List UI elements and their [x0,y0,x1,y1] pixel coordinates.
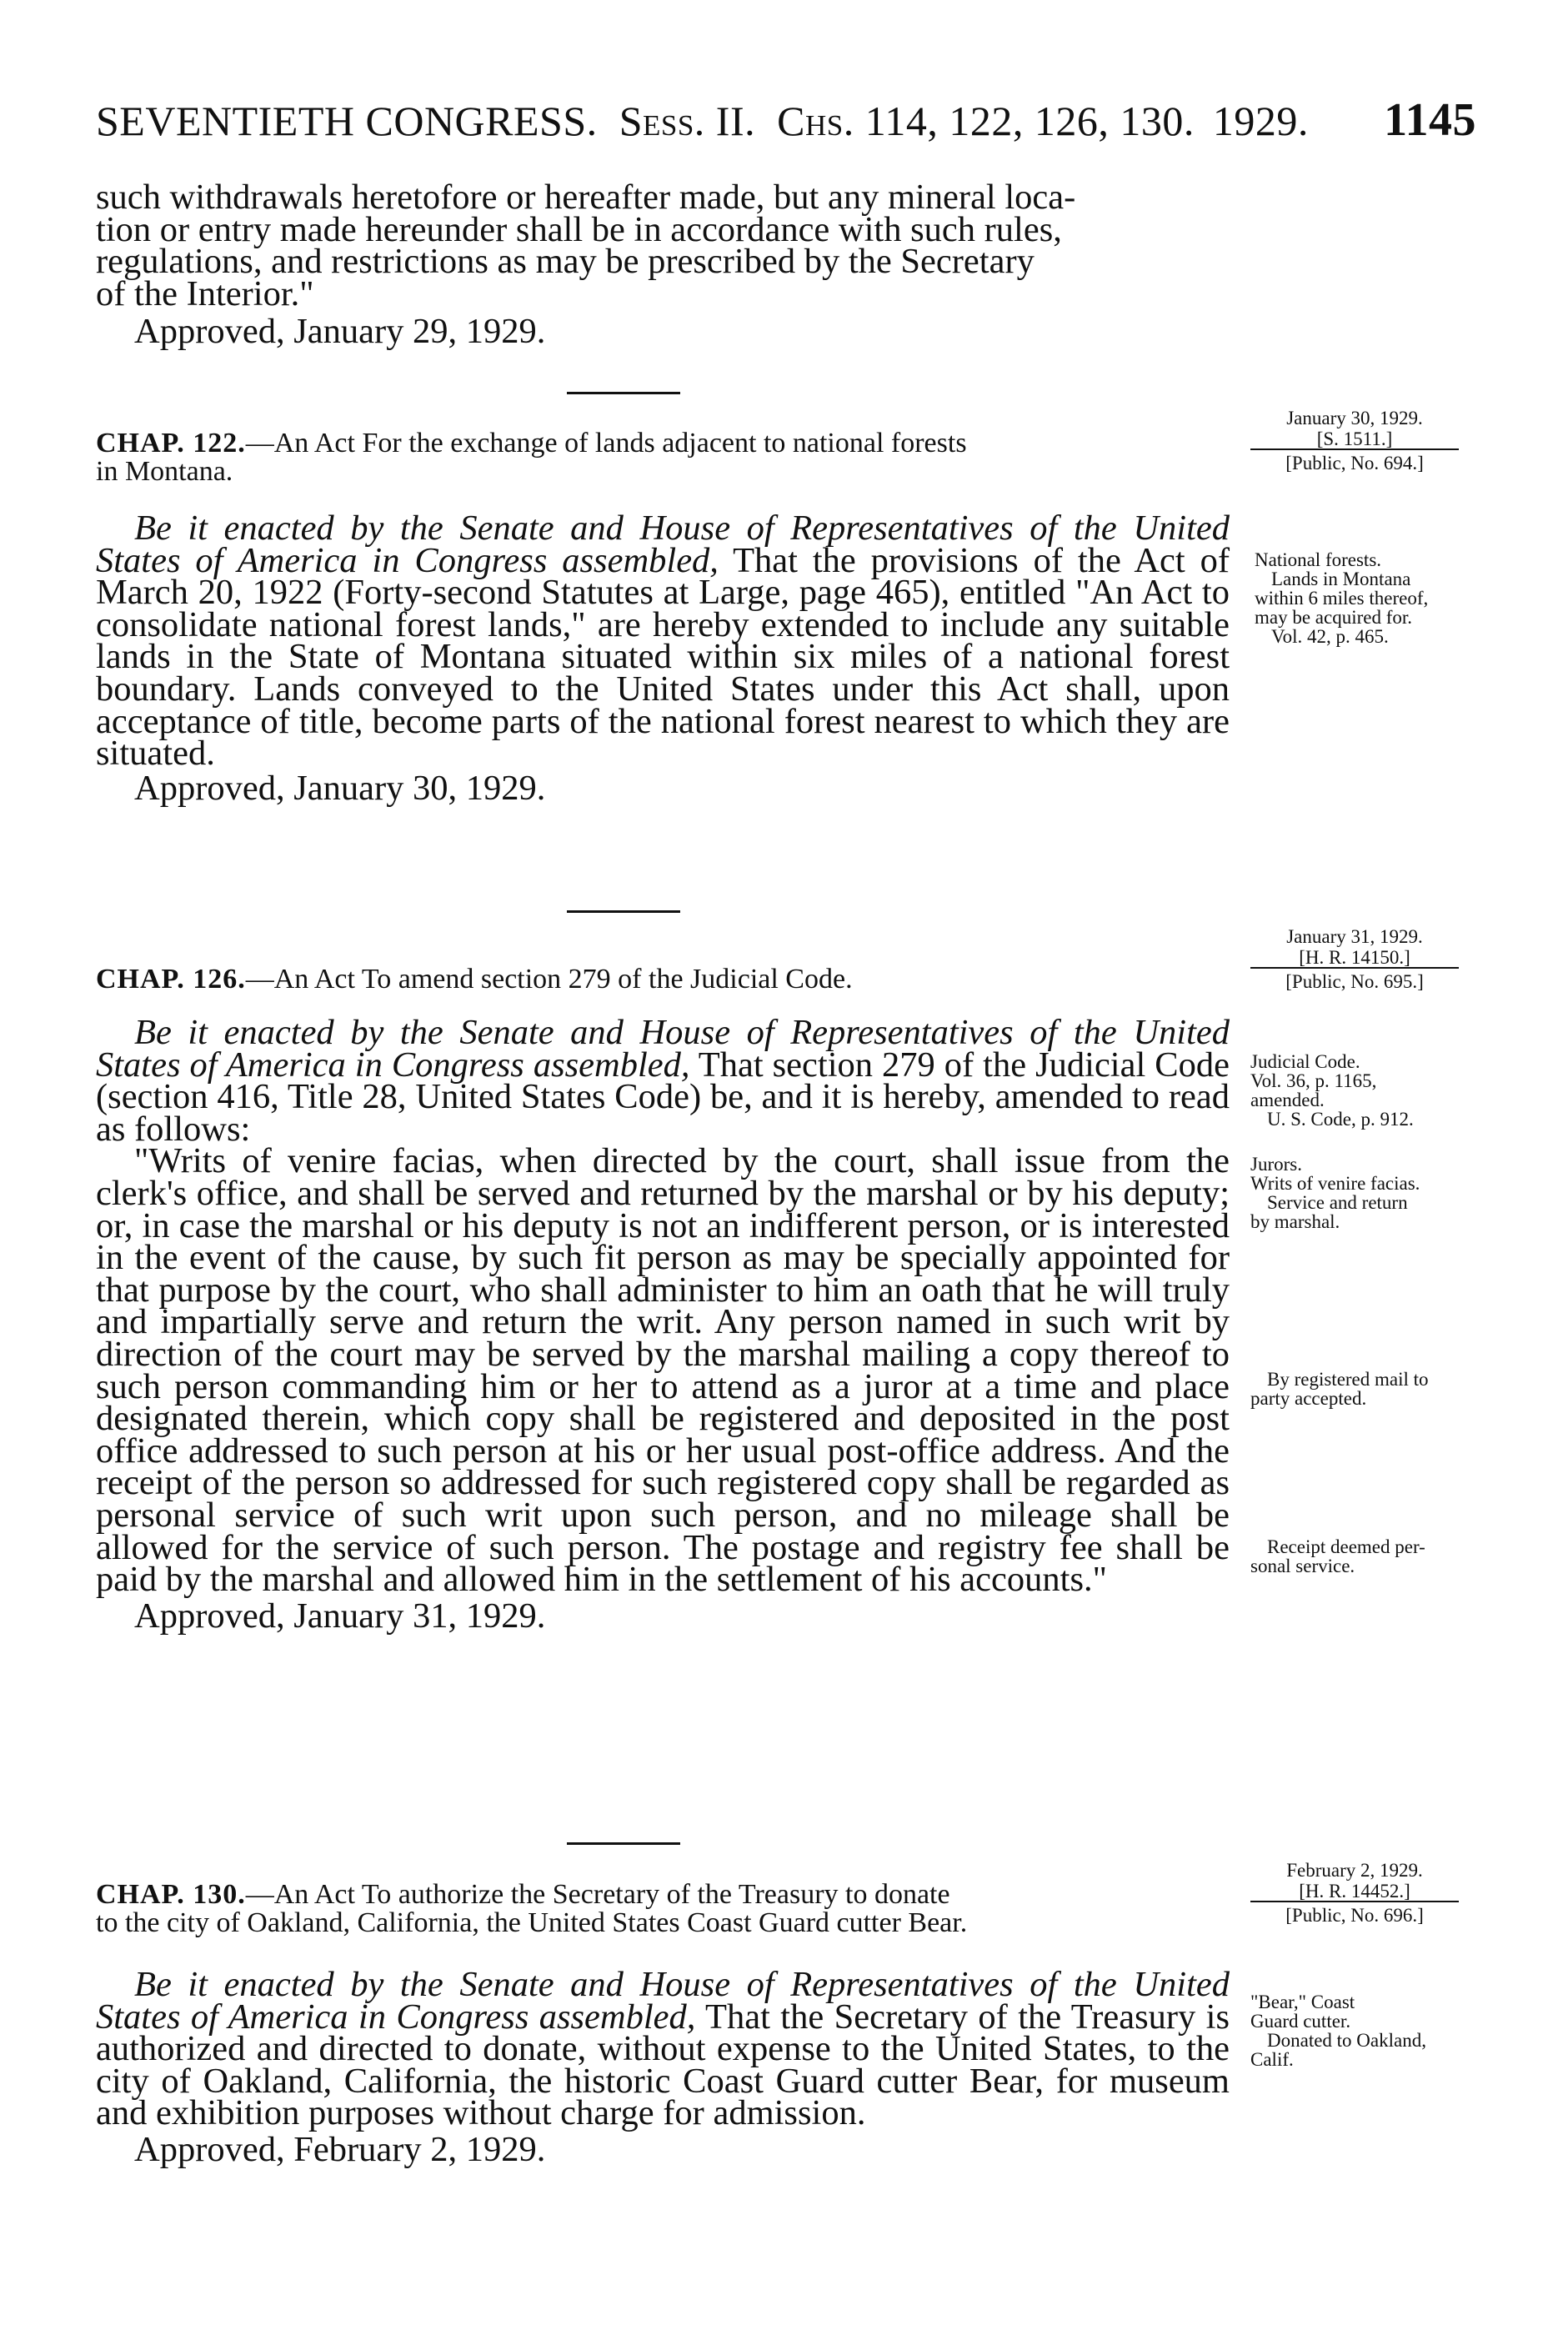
margin-note: Guard cutter. [1250,2011,1351,2032]
margin-public-law: [Public, No. 695.] [1285,971,1424,992]
margin-note: Receipt deemed per- [1267,1536,1425,1557]
margin-notes-jurors [1250,1155,1500,1231]
enacting-phrase: Be it enacted by the Senate and House of Representatives of the United States of America in Congress assembled, [96,509,1230,580]
congress-title: SEVENTIETH CONGRESS. [96,98,598,144]
margin-note: Lands in Montana [1271,569,1411,589]
margin-public-law: [Public, No. 694.] [1285,453,1424,474]
continued-line: of the Interior." [96,273,314,313]
margin-note: Writs of venire facias. [1250,1173,1420,1194]
continued-line: regulations, and restrictions as may be prescribed by the Secretary [96,242,1034,282]
approved-date: Approved, January 30, 1929. [134,768,546,808]
chapter-title [96,1881,1213,1937]
chapter-label: CHAP. 130. [96,1879,246,1910]
margin-date: January 30, 1929. [1286,408,1423,428]
margin-bill: [H. R. 14150.] [1250,948,1459,969]
section-divider [567,1842,680,1845]
margin-note: Calif. [1250,2049,1294,2070]
margin-note: by marshal. [1250,1211,1340,1232]
chapter-title-text: to the city of Oakland, California, the United States Coast Guard cutter Bear. [96,1907,968,1938]
continued-text [96,178,1230,352]
margin-notes-receipt [1250,1537,1500,1576]
approved-date: Approved, January 31, 1929. [134,1596,546,1636]
margin-note: Vol. 42, p. 465. [1271,626,1389,647]
margin-note: Jurors. [1250,1154,1302,1175]
act-body: That the Secretary of the Treasury is authorized and directed to donate, without expense to the United States, to the city of Oakland, California, the historic Coast Guard cutter Bear, for museum and exhibition purposes without charge for admission. [96,1997,1230,2133]
chapter-126 [96,964,1230,1636]
session-label: Sess. II. [619,98,756,144]
margin-note: Donated to Oakland, [1267,2030,1426,2051]
chapter-title-text: in Montana. [96,456,233,487]
margin-header-130 [1250,1861,1459,1925]
margin-date: January 31, 1929. [1286,926,1423,947]
enacting-clause [96,509,1230,774]
continued-line: such withdrawals heretofore or hereafter made, but any mineral loca- [96,178,1076,217]
enacting-phrase: Be it enacted by the Senate and House of Representatives of the United States of America in Congress assembled, [96,1013,1230,1085]
margin-notes-130 [1250,1992,1500,2069]
margin-note: Service and return [1267,1192,1408,1213]
margin-date: February 2, 1929. [1286,1860,1423,1881]
chapter-label: CHAP. 126. [96,964,246,995]
page-header [96,93,1476,147]
margin-note: within 6 miles thereof, [1255,588,1429,609]
section-divider [567,392,680,394]
enacting-clause [96,1013,1230,1149]
chapter-130 [96,1881,1230,2167]
enacting-clause [96,1965,1230,2133]
section-divider [567,910,680,913]
margin-note: "Bear," Coast [1250,1992,1355,2012]
chapter-title-text: —An Act To amend section 279 of the Judicial Code. [245,964,853,995]
chapter-label: CHAP. 122. [96,428,246,458]
margin-header-126 [1250,927,1459,991]
margin-note: may be acquired for. [1255,607,1413,628]
chapter-title [96,429,1213,486]
margin-note: By registered mail to [1267,1369,1429,1390]
chapter-title-text: —An Act To authorize the Secretary of the Treasury to donate [245,1879,950,1910]
margin-bill: [S. 1511.] [1250,429,1459,450]
enacting-phrase: Be it enacted by the Senate and House of Representatives of the United States of America in Congress assembled, [96,1965,1230,2037]
continued-line: tion or entry made hereunder shall be in accordance with such rules, [96,209,1062,249]
margin-note: amended. [1250,1090,1325,1110]
margin-notes-judicial [1250,1052,1500,1129]
act-body: That section 279 of the Judicial Code (section 416, Title 28, United States Code) be, and it is hereby, amended to read as follows: [96,1045,1230,1149]
margin-note: National forests. [1255,549,1382,570]
margin-notes-mail [1250,1370,1500,1408]
margin-header-122 [1250,408,1459,473]
margin-notes-122 [1255,550,1505,646]
approved-date: Approved, January 29, 1929. [134,312,546,352]
margin-note: U. S. Code, p. 912. [1267,1109,1414,1130]
act-body: That the provisions of the Act of March 20, 1922 (Forty-second Statutes at Large, page 465), entitled "An Act to consolidate national forest lands," are hereby extended to include any suitable lands in the State of Montana situated within six miles of a national forest boundary. Lands conveyed to the United States under this Act shall, upon acceptance of title, become parts of the national forest nearest to which they are situated. [96,540,1230,774]
margin-note: party accepted. [1250,1388,1367,1409]
page-number: 1145 [1384,94,1476,146]
margin-public-law: [Public, No. 696.] [1285,1905,1424,1926]
margin-note: sonal service. [1250,1556,1355,1576]
chapters-label: Chs. 114, 122, 126, 130. [777,98,1195,144]
chapter-122 [96,428,1230,808]
chapter-title [96,965,1230,994]
margin-note: Judicial Code. [1250,1051,1360,1072]
quoted-amendment: "Writs of venire facias, when directed by the court, shall issue from the clerk's office, and shall be served and returned by the marshal or by his deputy; or, in case the marshal or his deputy is not an indifferent person, or is interested in the event of the cause, by such fit person as may be specially appointed for that purpose by the court, who shall administer to him an oath that he will truly and impartially serve and return the writ. Any person named in such writ by direction of the court may be served by the marshal mailing a copy thereof to such person commanding him or her to attend as a juror at a time and place designated therein, which copy shall be registered and deposited in the post office addressed to such person at his or her usual post-office address. And the receipt of the person so addressed for such registered copy shall be regarded as personal service of such writ upon such person, and no mileage shall be allowed for the service of such person. The postage and registry fee shall be paid by the marshal and allowed him in the settlement of his accounts." [96,1141,1230,1600]
chapter-title-text: —An Act For the exchange of lands adjacent to national forests [245,428,967,458]
year-label: 1929. [1212,98,1309,144]
margin-note: Vol. 36, p. 1165, [1250,1070,1377,1091]
margin-bill: [H. R. 14452.] [1250,1882,1459,1902]
approved-date: Approved, February 2, 1929. [134,2129,546,2169]
